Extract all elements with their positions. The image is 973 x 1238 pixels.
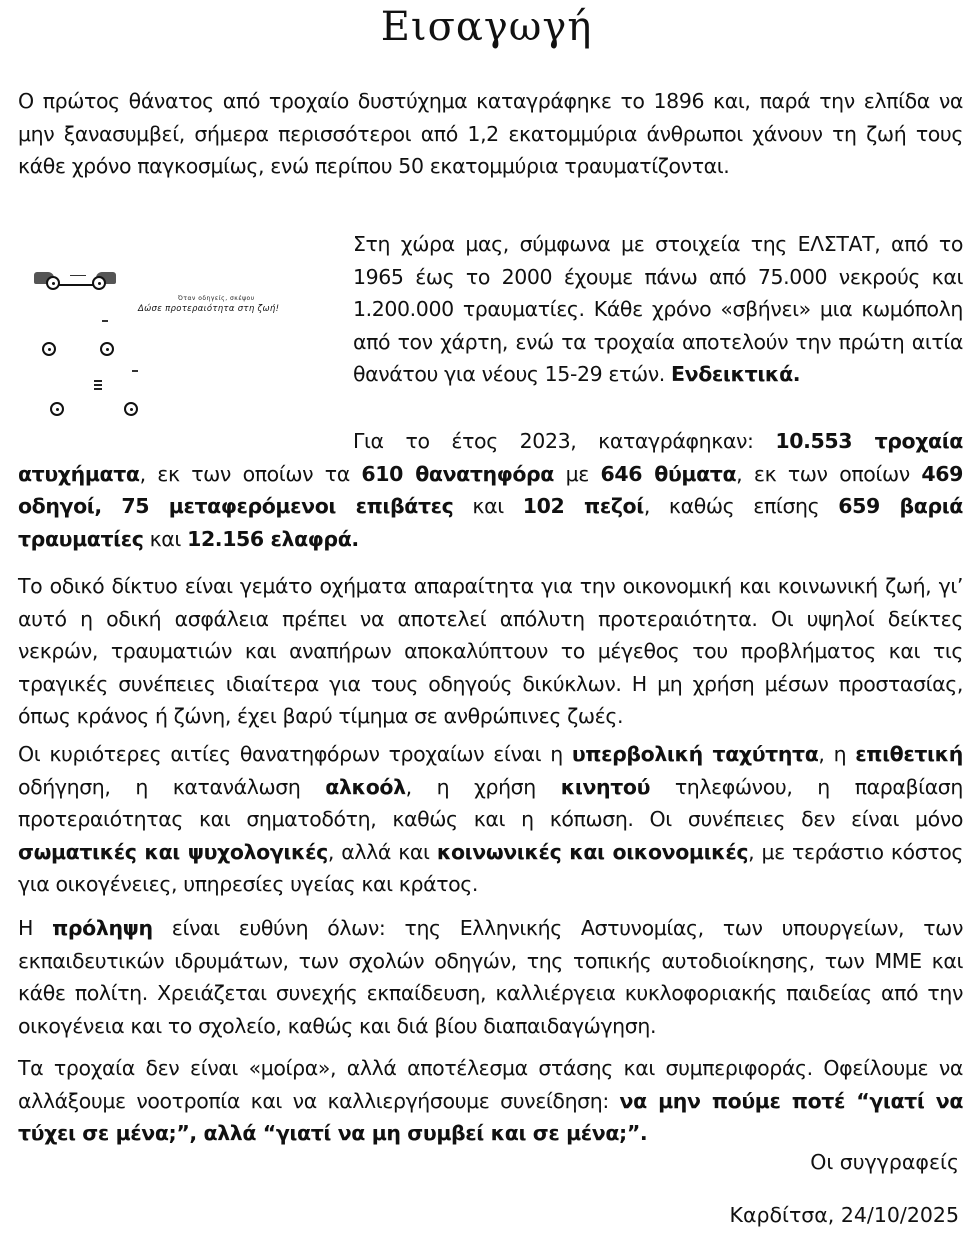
wheel-icon bbox=[100, 342, 114, 356]
wheel-icon bbox=[124, 402, 138, 416]
ladder-icon bbox=[94, 380, 102, 392]
paragraph-causes: Οι κυριότερες αιτίες θανατηφόρων τροχαίων είναι η υπερβολική ταχύτητα, η επιθετική οδήγηση, η κατανάλωση αλκοόλ, η χρήση κινητού τηλεφώνου, η παραβίαση προτεραιότητας και σηματοδότη, καθώς και η κόπωση. Οι συνέπειες δεν είναι μόνο σωματικές και ψυχολογικές, αλλά και κοινωνικές και οικονομικές, με τεράστιο κόστος για οικογένειες, υπηρεσίες υγείας και κράτος. bbox=[18, 742, 963, 896]
wheel-icon bbox=[42, 342, 56, 356]
paragraph-prevention: Η πρόληψη είναι ευθύνη όλων: της Ελληνικής Αστυνομίας, των υπουργείων, των εκπαιδευτικών ιδρυμάτων, των σχολών οδηγών, της τοπικής αυτοδιοίκησης, των ΜΜΕ και κάθε πολίτη. Χρειάζεται συνεχής εκπαίδευση, καλλιέργεια κυκλοφοριακής παιδείας από την οικογένεια και το σχολείο, καθώς και διά βίου διαπαιδαγώγηση. bbox=[18, 916, 963, 1038]
authors-signature: Οι συγγραφείς bbox=[810, 1150, 959, 1174]
paragraph-2023-stats: Για το έτος 2023, καταγράφηκαν: 10.553 τροχαία ατυχήματα, εκ των οποίων τα 610 θανατηφόρα με 646 θύματα, εκ των οποίων 469 οδηγοί, 75 μεταφερόμενοι επιβάτες και 102 πεζοί, καθώς επίσης 659 βαριά τραυματίες και 12.156 ελαφρά. bbox=[18, 429, 963, 551]
indicative-label: Ενδεικτικά. bbox=[671, 362, 801, 386]
paragraph-intro: Ο πρώτος θάνατος από τροχαίο δυστύχημα καταγράφηκε το 1896 και, παρά την ελπίδα να μην ξανασυμβεί, σήμερα περισσότεροι από 1,2 εκατομμύρια άνθρωποι χάνουν τη ζωή τους κάθε χρόνο παγκοσμίως, ενώ περίπου 50 εκατομμύρια τραυματίζονται. bbox=[18, 89, 963, 178]
page-title: Εισαγωγή bbox=[380, 4, 593, 50]
illustration-subtitle: Όταν οδηγείς, σκέψου bbox=[178, 295, 255, 302]
illustration-tagline: Δώσε προτεραιότητα στη ζωή! bbox=[138, 304, 280, 314]
paragraph-national-stats: Στη χώρα μας, σύμφωνα με στοιχεία της ΕΛΣΤΑΤ, από το 1965 έως το 2000 έχουμε πάνω από 75.000 νεκρούς και 1.200.000 τραυματίες. Κάθε χρόνο «σβήνει» μια κωμόπολη από τον χάρτη, ενώ τα τροχαία αποτελούν την πρώτη αιτία θανάτου για νέους 15-29 ετών. Ενδεικτικά. bbox=[353, 232, 963, 386]
wheel-icon bbox=[50, 402, 64, 416]
car-icon bbox=[34, 278, 116, 288]
paragraph-conclusion: Τα τροχαία δεν είναι «μοίρα», αλλά αποτέλεσμα στάσης και συμπεριφοράς. Οφείλουμε να αλλάξουμε νοοτροπία και να καλλιεργήσουμε συνείδηση: να μην πούμε ποτέ “γιατί να τύχει σε μένα;”, αλλά “γιατί να μη συμβεί και σε μένα;”. bbox=[18, 1056, 963, 1145]
paragraph-road-network: Το οδικό δίκτυο είναι γεμάτο οχήματα απαραίτητα για την οικονομική και κοινωνική ζωή, γι’ αυτό η οδική ασφάλεια πρέπει να αποτελεί απόλυτη προτεραιότητα. Οι υψηλοί δείκτες νεκρών, τραυματιών και αναπήρων αποκαλύπτουν το μέγεθος του προβλήματος και τις τραγικές συνέπειες ιδιαίτερα για τους οδηγούς δικύκλων. Η μη χρήση μέσων προστασίας, όπως κράνος ή ζώνη, έχει βαρύ τίμημα σε ανθρώπινες ζωές. bbox=[18, 574, 963, 728]
road-safety-illustration bbox=[20, 260, 340, 430]
place-date: Καρδίτσα, 24/10/2025 bbox=[729, 1203, 959, 1227]
